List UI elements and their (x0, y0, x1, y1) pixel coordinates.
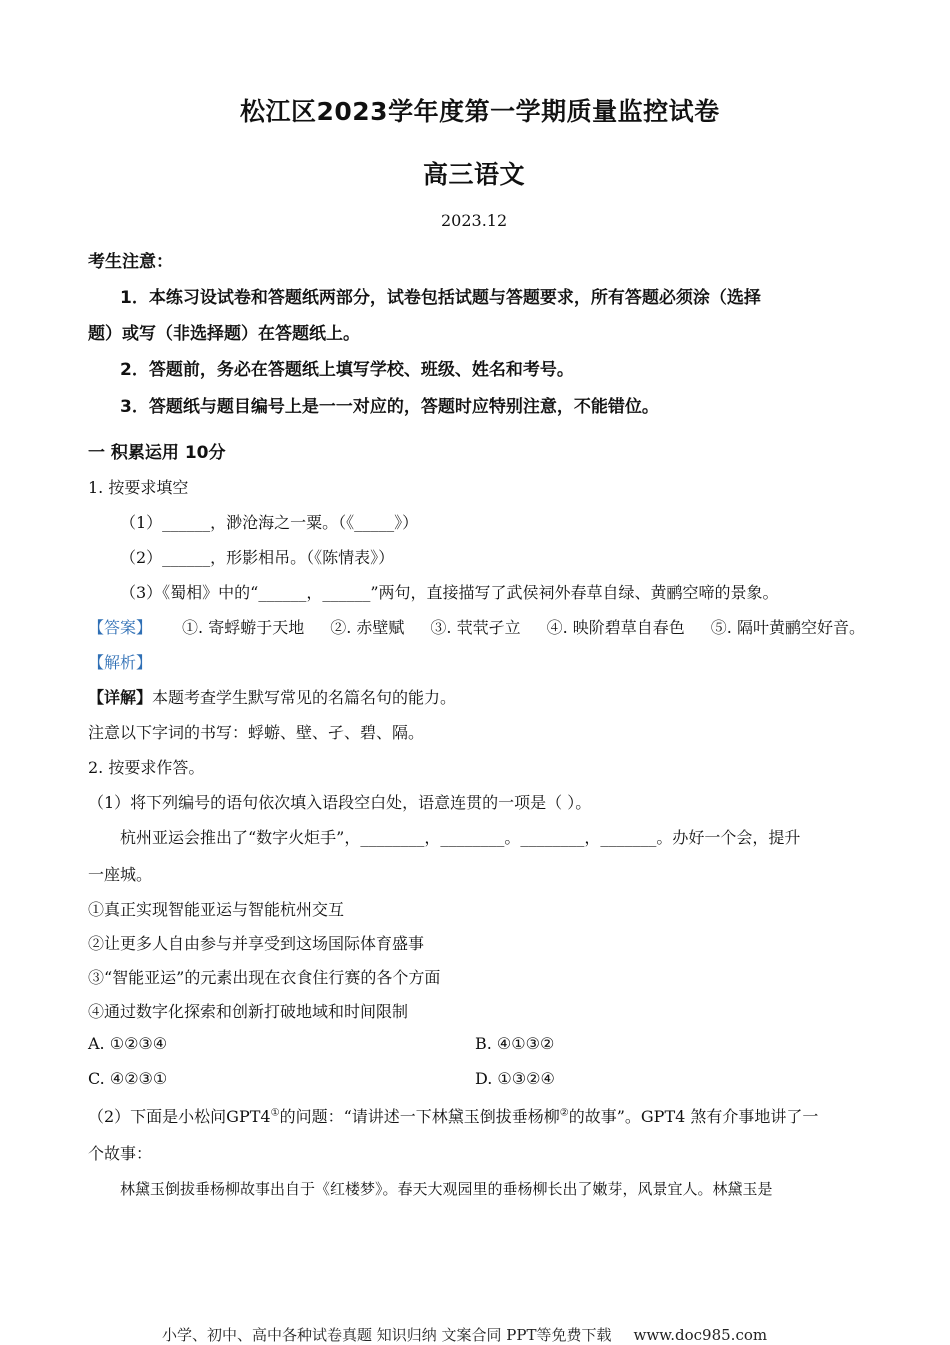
analysis-label: 【解析】 (88, 653, 153, 672)
question-2-stem: 2. 按要求作答。 (88, 758, 205, 777)
exam-date: 2023.12 (441, 211, 508, 230)
exam-subject: 高三语文 (423, 160, 526, 189)
choice-a[interactable]: A. ①②③④ (88, 1034, 168, 1053)
notice-item-3: 3．答题纸与题目编号上是一一对应的，答题时应特别注意，不能错位。 (120, 397, 659, 417)
notice-item-1-cont: 题）或写（非选择题）在答题纸上。 (88, 324, 360, 344)
sub2-text-2: 的问题：“请讲述一下林黛玉倒拔垂杨柳 (279, 1107, 560, 1126)
choice-d[interactable]: D. ①③②④ (475, 1069, 555, 1088)
passage-line-2: 一座城。 (88, 865, 153, 884)
question-2-sub-2 (88, 1104, 818, 1127)
sentence-item: ③“智能亚运”的元素出现在衣食住行赛的各个方面 (88, 968, 441, 987)
exam-title: 松江区2023学年度第一学期质量监控试卷 (240, 97, 720, 126)
question-2-sub-1: （1）将下列编号的语句依次填入语段空白处，语意连贯的一项是（ ）。 (88, 793, 592, 812)
answer-item: ④. 映阶碧草自春色 (546, 618, 685, 637)
choice-c[interactable]: C. ④②③① (88, 1069, 168, 1088)
sentence-item: ①真正实现智能亚运与智能杭州交互 (88, 900, 345, 919)
answer-item: ①. 寄蜉蝣于天地 (182, 618, 305, 637)
question-1-sub-2: （2）______，形影相吊。（《陈情表》） (120, 548, 395, 567)
answer-item: ⑤. 隔叶黄鹂空好音。 (710, 618, 865, 637)
answer-item: ③. 茕茕孑立 (430, 618, 521, 637)
question-1-sub-1: （1）______，渺沧海之一粟。（《_____》） (120, 513, 419, 532)
answer-item: ②. 赤壁赋 (330, 618, 405, 637)
question-2-sub-2-cont: 个故事： (88, 1144, 153, 1163)
story-line-1: 林黛玉倒拔垂杨柳故事出自于《红楼梦》。春天大观园里的垂杨柳长出了嫩芽，风景宜人。林黛玉是 (120, 1180, 773, 1198)
detail-row (88, 685, 456, 708)
footer-url[interactable]: www.doc985.com (633, 1326, 768, 1344)
detail-label: 【详解】 (88, 688, 153, 707)
section-heading: 一 积累运用 10分 (88, 443, 226, 463)
detail-note: 注意以下字词的书写：蜉蝣、壁、孑、碧、隔。 (88, 723, 425, 742)
sub2-text-1: （2）下面是小松问GPT4 (88, 1107, 271, 1126)
question-1-sub-3: （3）《蜀相》中的“______，______”两句，直接描写了武侯祠外春草自绿、黄鹂空啼的景象。 (120, 583, 779, 602)
sub2-text-3: 的故事”。GPT4 煞有介事地讲了一 (568, 1107, 819, 1126)
footer-text: 小学、初中、高中各种试卷真题 知识归纳 文案合同 PPT等免费下载 (162, 1326, 612, 1344)
footnote-marker-2: ② (559, 1107, 569, 1119)
choice-b[interactable]: B. ④①③② (475, 1034, 555, 1053)
detail-text: 本题考查学生默写常见的名篇名句的能力。 (152, 688, 457, 707)
passage-line-1: 杭州亚运会推出了“数字火炬手”，________，________。________，_______。办好一个会，提升 (120, 828, 801, 847)
page-footer (162, 1324, 767, 1345)
notice-item-1: 1．本练习设试卷和答题纸两部分，试卷包括试题与答题要求，所有答题必须涂（选择 (120, 288, 761, 308)
footnote-marker-1: ① (270, 1107, 280, 1119)
sentence-item: ④通过数字化探索和创新打破地域和时间限制 (88, 1002, 409, 1021)
sentence-item: ②让更多人自由参与并享受到这场国际体育盛事 (88, 934, 425, 953)
notice-item-2: 2．答题前，务必在答题纸上填写学校、班级、姓名和考号。 (120, 360, 574, 380)
answer-label: 【答案】 (88, 618, 153, 637)
answer-row (88, 615, 865, 638)
notice-heading: 考生注意： (88, 252, 173, 272)
question-1-stem: 1. 按要求填空 (88, 478, 189, 497)
